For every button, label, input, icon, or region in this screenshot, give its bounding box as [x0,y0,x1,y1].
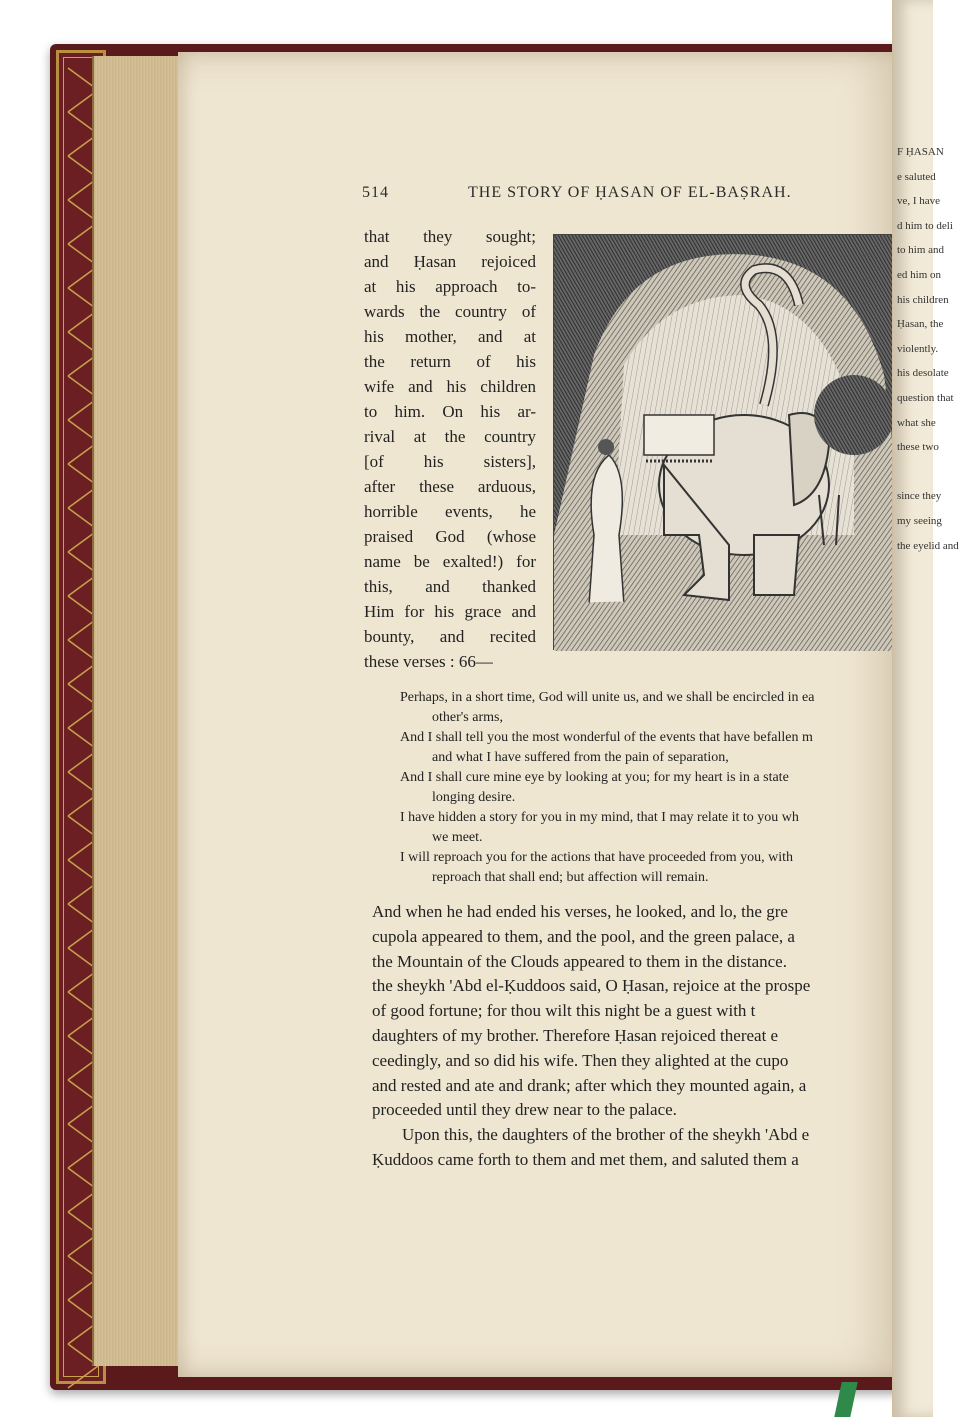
right-page-text [897,140,977,558]
column-line: [of his sisters], [364,452,536,471]
verse-line: I have hidden a story for you in my mind, that I may relate it to you wh [400,810,799,825]
column-line: after these arduous, [364,477,536,496]
right-page-edge [892,0,959,1417]
verse-line: Perhaps, in a short time, God will unite us, and we shall be encircled in ea [400,690,815,705]
verse-line: I will reproach you for the actions that have proceeded from you, with [400,850,794,865]
column-line: rival at the country [364,427,536,446]
body-line: the sheykh 'Abd el-Ḳuddoos said, O Ḥasan, rejoice at the prospe [372,976,811,996]
column-line: bounty, and recited [364,627,536,646]
narrow-column-text [364,224,536,674]
right-page-fragment: my seeing [897,514,942,527]
right-page-fragment: the eyelid and [897,539,959,552]
body-line: of good fortune; for thou wilt this night be a guest with t [372,1001,756,1021]
column-line: Him for his grace and [364,602,536,621]
column-line: the return of his [364,352,536,371]
elephant-engraving-art [554,235,904,651]
verse-line: And I shall tell you the most wonderful of the events that have befallen m [400,730,813,745]
column-line: horrible events, he [364,502,536,521]
body-line: daughters of my brother. Therefore Ḥasan rejoiced thereat e [372,1025,779,1045]
right-page-fragment: ve, I have [897,195,941,208]
column-line: name be exalted!) for [364,552,536,571]
column-line: wards the country of [364,302,536,321]
body-line: and rested and ate and drank; after which they mounted again, a [372,1075,807,1095]
right-page-fragment: question that [897,391,954,404]
right-page-fragment: these two [897,441,939,454]
body-line: cupola appeared to them, and the pool, and the green palace, a [372,926,795,946]
body-line: ceedingly, and so did his wife. Then they alighted at the cupo [372,1050,789,1070]
verse-line: we meet. [432,830,483,845]
right-page-fragment: violently. [897,342,939,355]
column-line: wife and his children [364,377,536,396]
right-page-fragment: what she [897,416,936,429]
body-line: proceeded until they drew near to the palace. [372,1100,677,1120]
right-page-fragment: e saluted [897,170,936,183]
column-line: to him. On his ar- [364,402,536,421]
column-line: praised God (whose [364,527,536,546]
verse-line: and what I have suffered from the pain of separation, [432,750,729,765]
running-head [362,184,922,208]
body-line: And when he had ended his verses, he looked, and lo, the gre [372,902,788,921]
verses-block [400,688,920,888]
body-paragraphs [372,900,912,1173]
right-page-fragment: his children [897,293,949,306]
verse-line: And I shall cure mine eye by looking at you; for my heart is in a state [400,770,789,785]
column-line: at his approach to- [364,277,536,296]
verse-line: other's arms, [432,710,503,725]
verse-line: reproach that shall end; but affection will remain. [432,870,709,885]
verse-line: longing desire. [432,790,516,805]
column-line: that they sought; [364,227,536,246]
body-line: Ḳuddoos came forth to them and met them, and saluted them a [372,1149,799,1169]
page-fore-edge [92,56,184,1366]
column-line: this, and thanked [364,577,536,596]
body-line: the Mountain of the Clouds appeared to them in the distance. [372,951,787,971]
right-page-fragment: his desolate [897,367,949,380]
right-page-fragment: Ḥasan, the [897,318,944,331]
body-line: Upon this, the daughters of the brother of the sheykh 'Abd e [402,1125,810,1145]
right-page-fragment: F ḤASAN [897,146,944,158]
right-page-fragment: to him and [897,244,945,257]
column-line: his mother, and at [364,327,536,346]
column-line: and Ḥasan rejoiced [364,252,536,271]
column-line: these verses : 66— [364,652,493,671]
page-number: 514 [362,184,389,201]
elephant-engraving [553,234,903,650]
right-page-fragment: d him to deli [897,219,953,232]
chapter-title: THE STORY OF ḤASAN OF EL-BAṢRAH. [468,184,792,201]
right-page-fragment: ed him on [897,268,941,281]
right-page-fragment: since they [897,490,942,503]
right-page-fragment [897,460,977,485]
